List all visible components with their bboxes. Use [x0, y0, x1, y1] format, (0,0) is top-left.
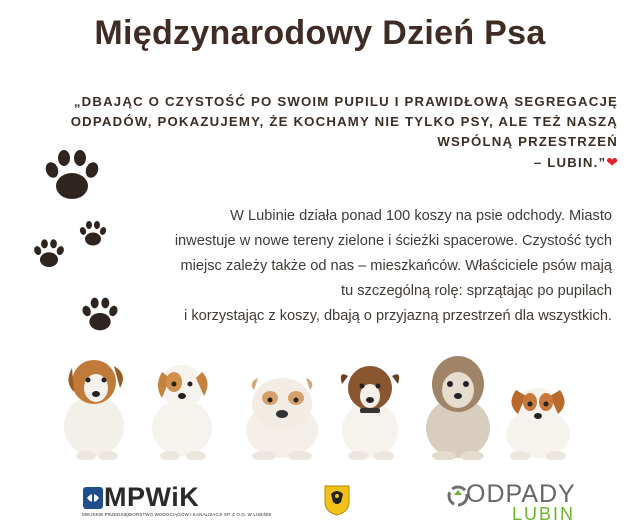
dogs-photo — [58, 348, 590, 460]
body-line-3: miejsc zależy także od nas – mieszkańców. Właściciele psów mają — [180, 258, 612, 274]
paw-icon — [78, 220, 108, 248]
dog-photo — [506, 388, 570, 460]
footer-logos — [0, 478, 640, 524]
mpwik-emblem-icon — [82, 486, 104, 510]
quote-line-2: ODPADÓW, POKAZUJEMY, ŻE KOCHAMY NIE TYLKO PSY, ALE TEŻ NASZĄ — [70, 114, 618, 129]
paw-icon — [42, 148, 102, 204]
body-paragraph — [112, 204, 612, 329]
quote-block — [28, 92, 618, 173]
heart-icon: ❤ — [606, 154, 618, 170]
mpwik-wordmark: MPWiK — [104, 482, 200, 512]
lubin-crest-icon — [323, 484, 351, 521]
quote-line-4 — [28, 152, 618, 173]
dog-photo — [246, 378, 318, 460]
body-line-5: i korzystając z koszy, dbają o przyjazną przestrzeń dla wszystkich. — [184, 308, 612, 324]
quote-attribution: – LUBIN.” — [533, 155, 607, 170]
page-title: Międzynarodowy Dzień Psa — [94, 14, 546, 52]
body-line-4: tu szczególną rolę: sprzątając po pupilach — [341, 283, 612, 299]
dog-photo — [341, 366, 399, 460]
paw-icon — [32, 238, 66, 270]
odpady-subtitle: LUBIN — [512, 504, 576, 524]
odpady-wordmark: ODPADY — [466, 480, 576, 508]
mpwik-subtitle: MIEJSKIE PRZEDSIĘBIORSTWO WODOCIĄGÓW I KANALIZACJI SP. Z O.O. W LUBINIE — [82, 512, 272, 517]
dog-photo — [64, 360, 124, 460]
dog-photo — [152, 365, 212, 460]
body-line-2: inwestuje w nowe tereny zielone i ścieżki spacerowe. Czystość tych — [174, 233, 612, 249]
quote-line-1: „DBAJĄC O CZYSTOŚĆ PO SWOIM PUPILU I PRAWIDŁOWĄ SEGREGACJĘ — [73, 94, 618, 109]
body-line-1: W Lubinie działa ponad 100 koszy na psie odchody. Miasto — [230, 208, 612, 224]
dog-photo — [426, 356, 490, 460]
quote-line-3: WSPÓLNĄ PRZESTRZEŃ — [437, 134, 618, 149]
